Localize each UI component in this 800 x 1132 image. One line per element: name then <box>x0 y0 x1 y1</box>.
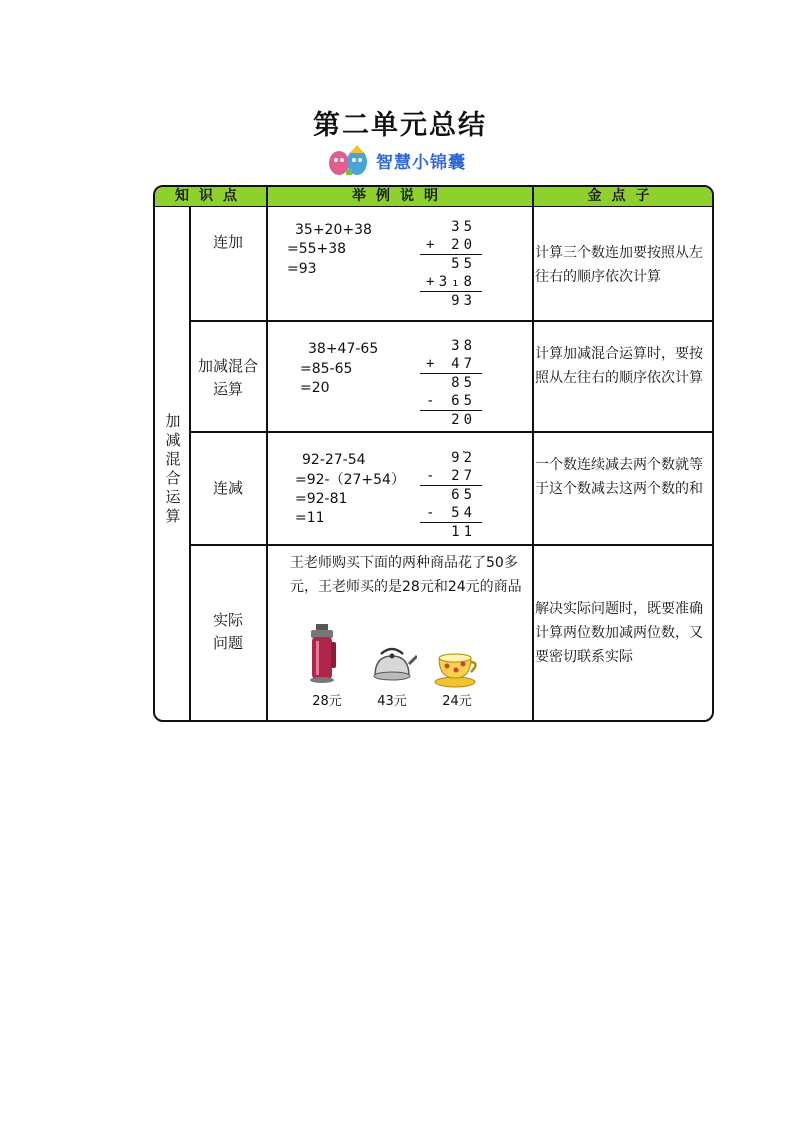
example-line: 35+20+38 <box>295 222 372 238</box>
example-line: =92-81 <box>295 491 348 507</box>
row-point: 连减 <box>212 479 243 497</box>
divider <box>189 320 714 322</box>
divider <box>189 544 714 546</box>
example-line: 38+47-65 <box>308 341 379 357</box>
vertical-calc: 9̇2 - 27 65 - 54 11 <box>420 449 482 541</box>
summary-table <box>153 185 714 722</box>
subtitle-text: 智慧小锦囊 <box>376 152 466 173</box>
subtitle-block <box>326 143 466 177</box>
word-problem: 王老师购买下面的两种商品花了50多元，王老师买的是28元和24元的商品 <box>290 555 522 595</box>
row-tip: 解决实际问题时，既要准确计算两位数加减两位数，又要密切联系实际 <box>535 601 703 665</box>
divider <box>189 431 714 433</box>
vertical-calc: 38 + 47 85 - 65 20 <box>420 337 482 429</box>
example-line: =92-（27+54） <box>295 472 405 488</box>
header-tip: 金点子 <box>587 188 660 204</box>
header-knowledge-point: 知识点 <box>175 188 247 204</box>
page-title: 第二单元总结 <box>313 110 487 141</box>
example-line: =93 <box>287 261 317 277</box>
row-tip: 计算加减混合运算时，要按照从左往右的顺序依次计算 <box>535 346 703 386</box>
row-point: 加减混合运算 <box>197 357 258 398</box>
category-label: 加减混合运算 <box>165 412 181 525</box>
divider <box>532 187 534 722</box>
example-line: =55+38 <box>287 241 347 257</box>
price-label: 24元 <box>442 694 472 709</box>
divider <box>266 187 268 722</box>
thermos-icon <box>305 624 341 684</box>
kettle-icon <box>367 644 417 682</box>
row-point: 连加 <box>212 233 243 251</box>
vertical-calc: 35 + 20 55 + 3₁8 93 <box>420 218 482 310</box>
teacup-icon <box>433 648 481 688</box>
row-tip: 一个数连续减去两个数就等于这个数减去这两个数的和 <box>535 457 703 497</box>
row-point: 实际问题 <box>212 611 243 652</box>
row-tip: 计算三个数连加要按照从左往右的顺序依次计算 <box>535 245 703 285</box>
example-line: =20 <box>300 380 330 396</box>
example-line: 92-27-54 <box>302 452 366 468</box>
price-label: 28元 <box>312 694 342 709</box>
price-label: 43元 <box>377 694 407 709</box>
mascot-icon <box>326 143 370 177</box>
example-line: =11 <box>295 510 325 526</box>
header-example: 举例说明 <box>352 188 448 204</box>
table-header <box>155 187 712 207</box>
example-line: =85-65 <box>300 361 353 377</box>
